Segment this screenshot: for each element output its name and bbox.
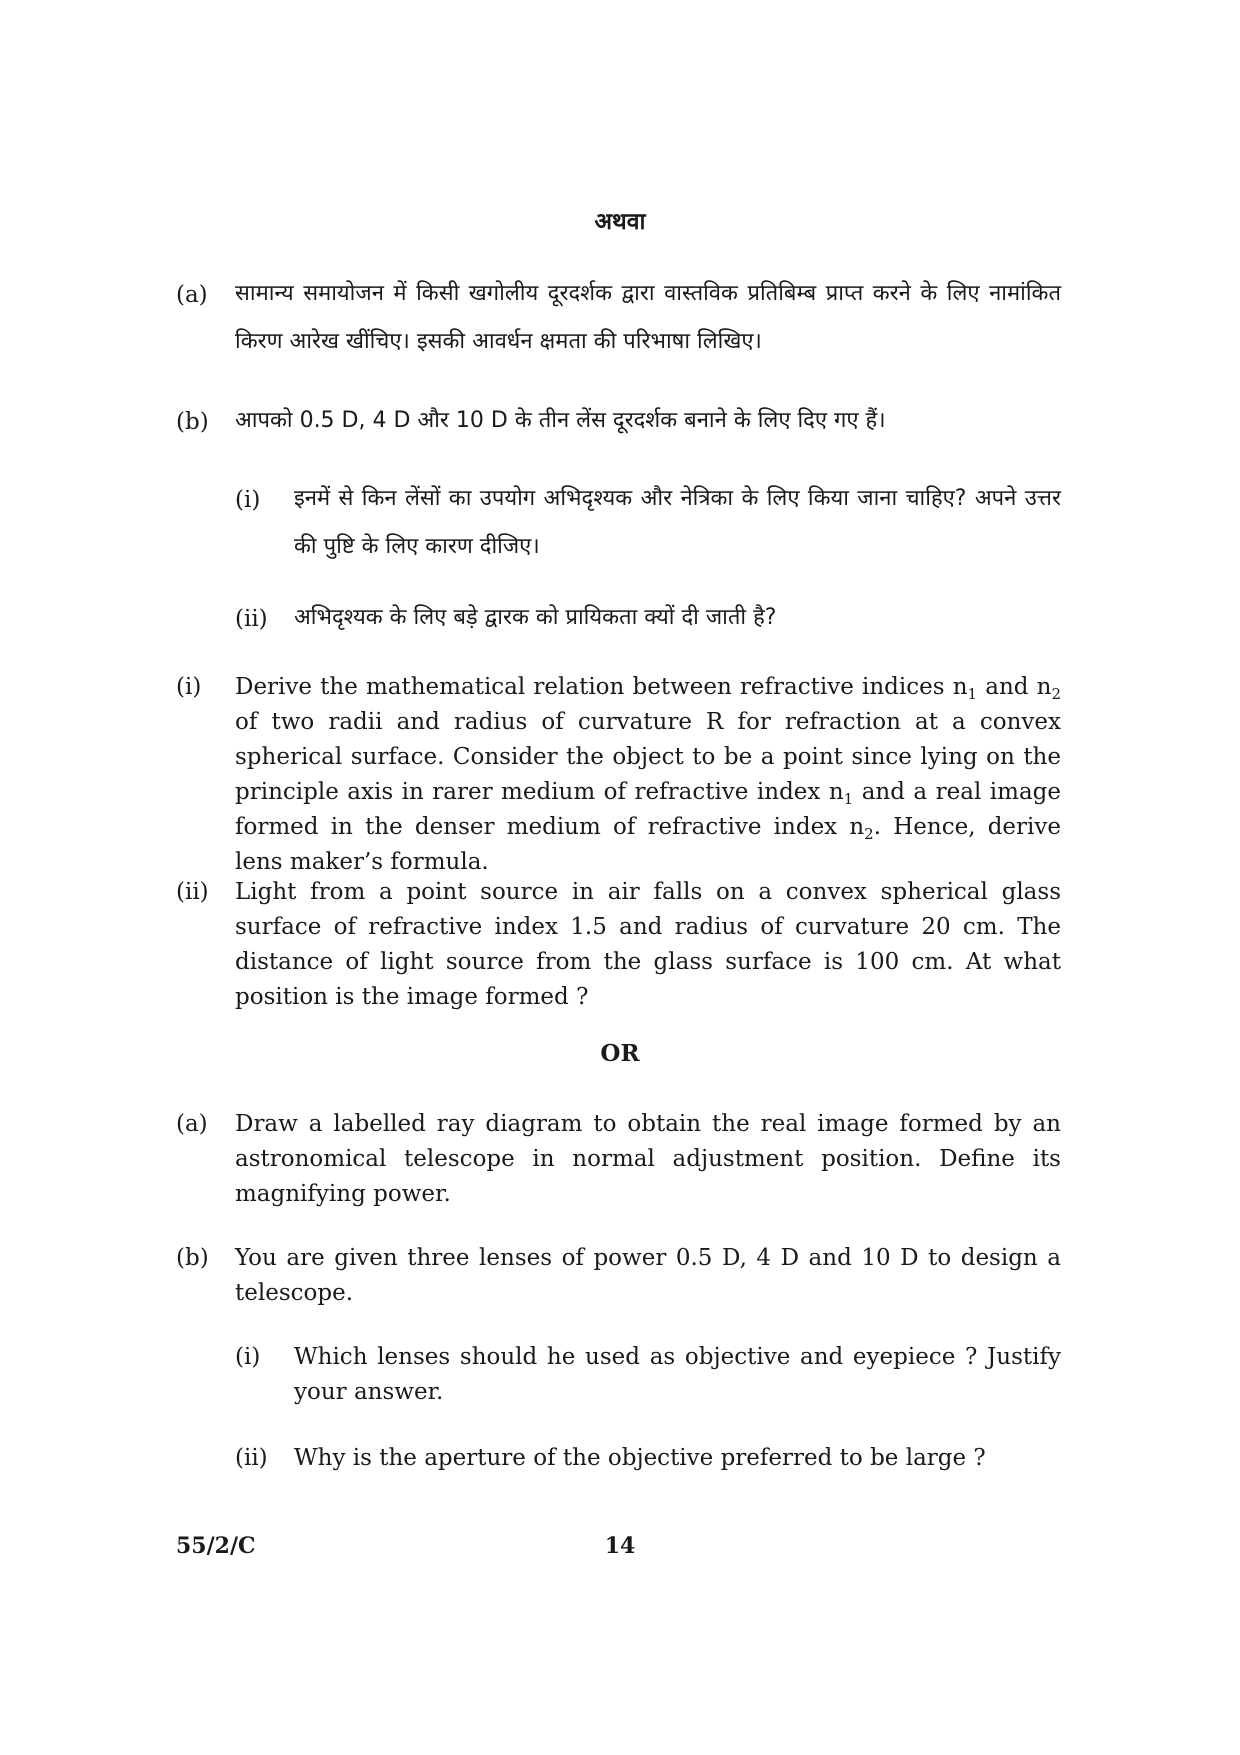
english-question-b-i-label: (i): [235, 1344, 261, 1370]
hindi-question-b-label: (b): [176, 409, 209, 435]
english-question-ii-label: (ii): [176, 879, 209, 905]
hindi-question-b-i-label: (i): [235, 487, 261, 513]
hindi-or-heading: अथवा: [594, 208, 646, 235]
hindi-question-a-text: सामान्य समायोजन में किसी खगोलीय दूरदर्शक द्वारा वास्तविक प्रतिबिम्ब प्राप्त करने के लिए नामांकित किरण आरेख खींचिए। इसकी आवर्धन क्षमता की परिभाषा लिखिए।: [235, 281, 1061, 354]
english-question-a-label: (a): [176, 1111, 208, 1137]
english-or-heading: OR: [600, 1040, 640, 1067]
hindi-question-a-label: (a): [176, 282, 208, 308]
english-question-b-text: You are given three lenses of power 0.5 D, 4 D and 10 D to design a telescope.: [235, 1245, 1061, 1306]
english-question-a-text: Draw a labelled ray diagram to obtain the real image formed by an astronomical telescope in normal adjustment position. Define its magnifying power.: [235, 1111, 1061, 1207]
english-question-b-ii-text: Why is the aperture of the objective preferred to be large ?: [294, 1445, 986, 1471]
english-question-b-i-text: Which lenses should he used as objective and eyepiece ? Justify your answer.: [294, 1344, 1061, 1405]
hindi-question-b-ii-text: अभिदृश्यक के लिए बड़े द्वारक को प्रायिकता क्यों दी जाती है?: [294, 605, 777, 630]
english-question-i-label: (i): [176, 674, 202, 700]
hindi-question-b-i-text: इनमें से किन लेंसों का उपयोग अभिदृश्यक और नेत्रिका के लिए किया जाना चाहिए? अपने उत्तर की पुष्टि के लिए कारण दीजिए।: [294, 486, 1061, 559]
hindi-question-b-text: आपको 0.5 D, 4 D और 10 D के तीन लेंस दूरदर्शक बनाने के लिए दिए गए हैं।: [235, 408, 886, 433]
english-question-b-ii-label: (ii): [235, 1445, 268, 1471]
hindi-question-b-ii-label: (ii): [235, 606, 268, 632]
paper-code: 55/2/C: [176, 1533, 256, 1559]
english-question-b-label: (b): [176, 1245, 209, 1271]
english-question-i-text: Derive the mathematical relation between refractive indices $n_1$ and $n_2$ of two radii and radius of curvature R for refraction at a convex spherical surface. Consider the object to be a point since lying on the principle axis in rarer medium of refractive index $n_1$ and a real image formed in the denser medium of refractive index $n_2$. Hence, derive lens maker’s formula.: [235, 674, 1062, 875]
page-number: 14: [604, 1533, 636, 1559]
english-question-ii-text: Light from a point source in air falls on a convex spherical glass surface of refractive index 1.5 and radius of curvature 20 cm. The distance of light source from the glass surface is 100 cm. At what position is the image formed ?: [235, 879, 1061, 1010]
